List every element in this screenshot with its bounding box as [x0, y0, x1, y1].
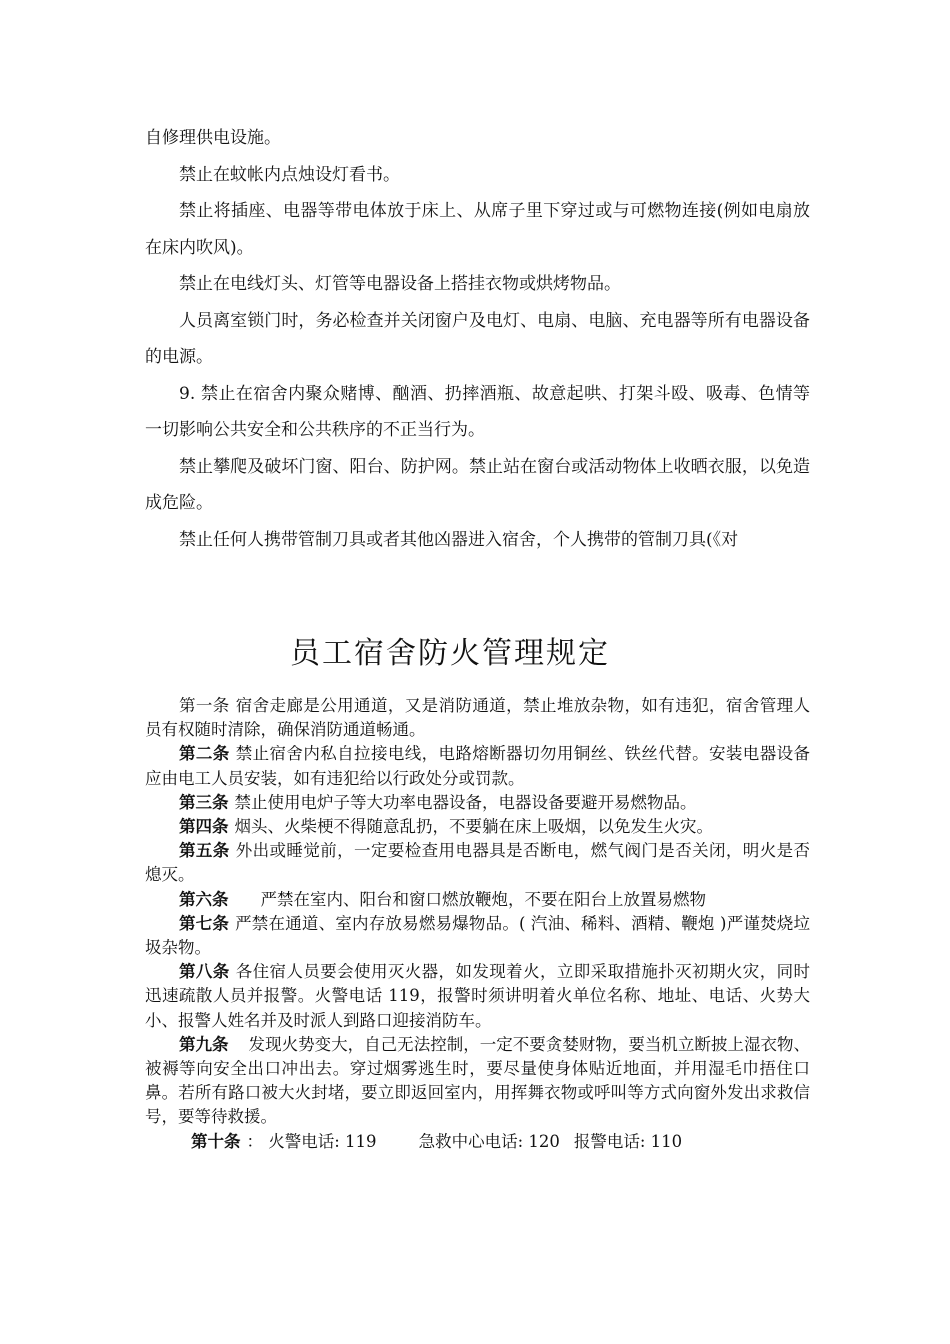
- article-emergency-numbers: [145, 1130, 810, 1154]
- paragraph: 人员离室锁门时，务必检查并关闭窗户及电灯、电扇、电脑、充电器等所有电器设备的电源。: [145, 310, 810, 367]
- article-text: 外出或睡觉前，一定要检查用电器具是否断电，燃气阀门是否关闭，明火是否熄灭。: [145, 841, 811, 885]
- document-title: 员工宿舍防火管理规定: [290, 636, 610, 671]
- article-label: 第四条: [179, 817, 229, 837]
- fire-rules-section: [145, 694, 810, 1154]
- label-separator: ：: [246, 1131, 263, 1151]
- article-text: 严禁在通道、室内存放易燃易爆物品。( 汽油、稀料、酒精、鞭炮 )严谨焚烧垃圾杂物。: [145, 913, 810, 958]
- paragraph: 禁止攀爬及破坏门窗、阳台、防护网。禁止站在窗台或活动物体上收晒衣服，以免造成危险。: [145, 456, 810, 513]
- article-label: 第二条: [179, 744, 230, 764]
- paragraph: 禁止在电线灯头、灯管等电器设备上搭挂衣物或烘烤物品。: [179, 274, 621, 294]
- article-label: 第八条: [179, 962, 230, 982]
- paragraph: 禁止在蚊帐内点烛设灯看书。: [179, 164, 400, 185]
- article-text: 烟头、火柴梗不得随意乱扔，不要躺在床上吸烟，以免发生火灾。: [234, 817, 713, 837]
- fire-phone: 火警电话: 119: [268, 1131, 377, 1151]
- article: [145, 1033, 810, 1130]
- article-label: 第十条: [191, 1131, 241, 1151]
- paragraph: 9. 禁止在宿舍内聚众赌博、酗酒、扔摔酒瓶、故意起哄、打架斗殴、吸毒、色情等一切影响公共安全和公共秩序的不正当行为。: [145, 383, 810, 440]
- paragraph: 禁止将插座、电器等带电体放于床上、从席子里下穿过或与可燃物连接(例如电扇放在床内吹风)。: [145, 201, 810, 258]
- article-text: 宿舍走廊是公用通道，又是消防通道，禁止堆放杂物，如有违犯，宿舍管理人员有权随时清除，确保消防通道畅通。: [145, 696, 811, 740]
- emergency-phone: 急救中心电话: 120: [418, 1131, 560, 1151]
- article-text: 严禁在室内、阳台和窗口燃放鞭炮，不要在阳台上放置易燃物: [260, 889, 706, 909]
- article: [145, 791, 810, 815]
- article-label: 第五条: [179, 841, 230, 861]
- continued-rules-section: [145, 120, 810, 558]
- article-label: 第一条: [179, 696, 230, 715]
- article: [145, 694, 810, 742]
- article: [145, 960, 810, 1033]
- paragraph: 禁止任何人携带管制刀具或者其他凶器进入宿舍，个人携带的管制刀具(《对: [179, 529, 739, 550]
- article-label: 第六条: [179, 889, 229, 909]
- article: [145, 912, 810, 960]
- article-label: 第七条: [179, 913, 230, 933]
- paragraph: 自修理供电设施。: [145, 128, 281, 148]
- article-text: 禁止使用电炉子等大功率电器设备，电器设备要避开易燃物品。: [234, 792, 697, 812]
- article-text: 各住宿人员要会使用灭火器，如发现着火，立即采取措施扑灭初期火灾，同时迅速疏散人员并报警。火警电话 119，报警时须讲明着火单位名称、地址、电话、火势大小、报警人姓名并及时派人到路口迎接消防车。: [145, 962, 811, 1030]
- article: [145, 888, 810, 912]
- article-text: 发现火势变大，自己无法控制，一定不要贪婪财物，要当机立断披上湿衣物、被褥等向安全出口冲出去。穿过烟雾逃生时，要尽量使身体贴近地面，并用湿毛巾捂住口鼻。若所有路口被大火封堵，要立即返回室内，用挥舞衣物或呼叫等方式向窗外发出求救信号，要等待救援。: [145, 1034, 811, 1127]
- police-phone: 报警电话: 110: [573, 1131, 683, 1151]
- article-label: 第九条: [179, 1034, 229, 1054]
- article: [145, 815, 810, 839]
- article: [145, 742, 810, 790]
- article: [145, 839, 810, 887]
- article-text: 禁止宿舍内私自拉接电线，电路熔断器切勿用铜丝、铁丝代替。安装电器设备应由电工人员安装，如有违犯给以行政处分或罚款。: [145, 744, 811, 788]
- article-label: 第三条: [179, 792, 229, 812]
